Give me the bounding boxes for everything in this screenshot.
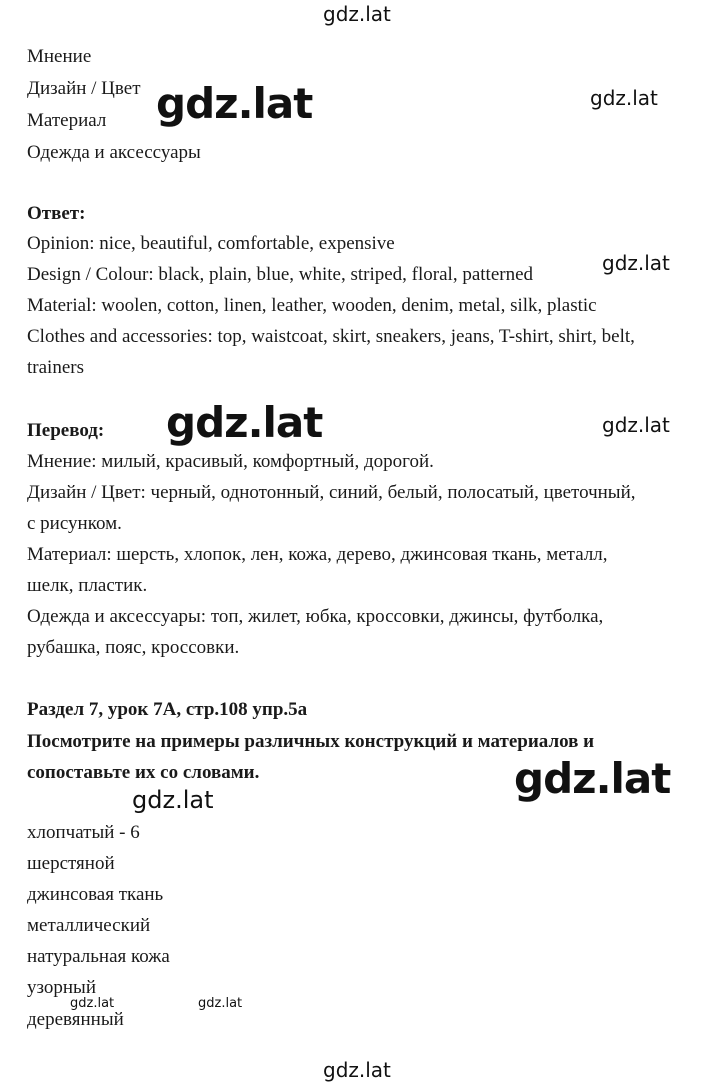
exercise-item: металлический	[27, 915, 151, 936]
category-opinion: Мнение	[27, 46, 92, 67]
translation-line: Дизайн / Цвет: черный, однотонный, синий, белый, полосатый, цветочный,	[27, 482, 636, 503]
watermark-top: gdz.lat	[323, 2, 391, 26]
exercise-title: Раздел 7, урок 7А, стр.108 упр.5а	[27, 699, 308, 720]
category-clothes: Одежда и аксессуары	[27, 142, 201, 163]
exercise-item: хлопчатый - 6	[27, 822, 140, 843]
watermark: gdz.lat	[132, 786, 214, 814]
exercise-item: узорный	[27, 977, 96, 998]
watermark: gdz.lat	[590, 86, 658, 110]
watermark-large: gdz.lat	[156, 79, 313, 128]
watermark-small: gdz.lat	[198, 996, 243, 1011]
watermark-bottom: gdz.lat	[323, 1058, 391, 1082]
watermark-large: gdz.lat	[514, 754, 671, 803]
category-material: Материал	[27, 110, 107, 131]
exercise-instruction: Посмотрите на примеры различных конструкций и материалов и	[27, 731, 595, 752]
answer-heading: Ответ:	[27, 203, 86, 224]
category-design: Дизайн / Цвет	[27, 78, 141, 99]
exercise-item: деревянный	[27, 1009, 124, 1030]
watermark: gdz.lat	[602, 251, 670, 275]
exercise-instruction: сопоставьте их со словами.	[27, 762, 260, 783]
translation-line: Материал: шерсть, хлопок, лен, кожа, дерево, джинсовая ткань, металл,	[27, 544, 608, 565]
watermark-small: gdz.lat	[70, 996, 115, 1011]
watermark: gdz.lat	[602, 413, 670, 437]
answer-line: Material: woolen, cotton, linen, leather, wooden, denim, metal, silk, plastic	[27, 295, 597, 316]
watermark-large: gdz.lat	[166, 398, 323, 447]
answer-line: Clothes and accessories: top, waistcoat, skirt, sneakers, jeans, T-shirt, shirt, belt,	[27, 326, 635, 347]
translation-line: Мнение: милый, красивый, комфортный, дорогой.	[27, 451, 434, 472]
translation-line: шелк, пластик.	[27, 575, 148, 596]
answer-line: trainers	[27, 357, 84, 378]
exercise-item: натуральная кожа	[27, 946, 170, 967]
translation-line: рубашка, пояс, кроссовки.	[27, 637, 240, 658]
translation-line: Одежда и аксессуары: топ, жилет, юбка, кроссовки, джинсы, футболка,	[27, 606, 604, 627]
exercise-item: джинсовая ткань	[27, 884, 164, 905]
answer-line: Design / Colour: black, plain, blue, white, striped, floral, patterned	[27, 264, 534, 285]
answer-line: Opinion: nice, beautiful, comfortable, expensive	[27, 233, 395, 254]
translation-heading: Перевод:	[27, 420, 105, 441]
translation-line: с рисунком.	[27, 513, 122, 534]
exercise-item: шерстяной	[27, 853, 115, 874]
